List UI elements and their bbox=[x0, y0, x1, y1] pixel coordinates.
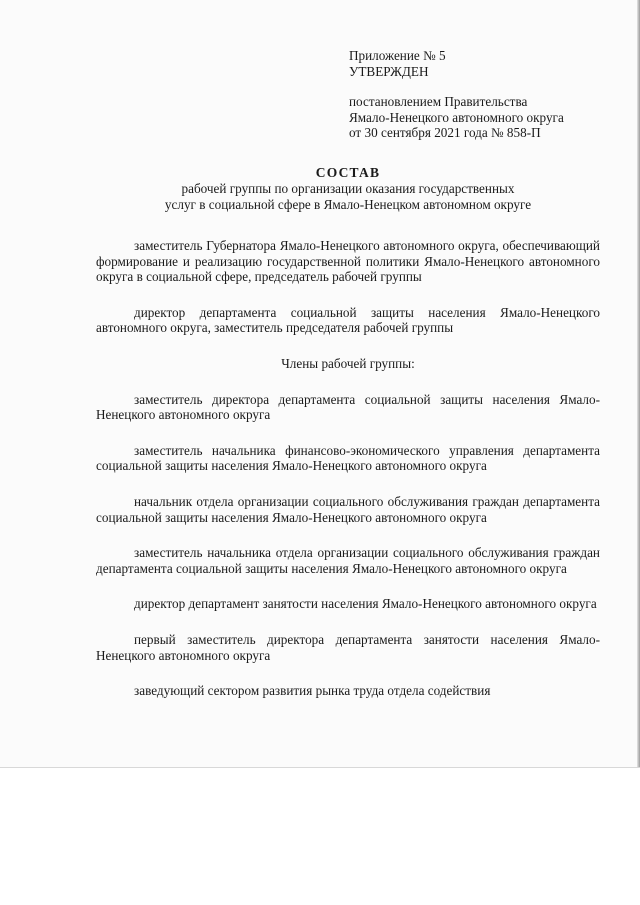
member-item: директор департамент занятости населения Ямало-Ненецкого автономного округа bbox=[134, 596, 597, 612]
leadership-item-deputy-chair: директор департамента социальной защиты населения Ямало-Ненецкого автономного округа, заместитель председателя рабочей группы bbox=[96, 304, 600, 336]
appendix-number: Приложение № 5 bbox=[349, 48, 446, 63]
member-item: начальник отдела организации социального обслуживания граждан департамента социальной защиты населения Ямало-Ненецкого автономного округа bbox=[96, 493, 600, 525]
member-item: заместитель директора департамента социальной защиты населения Ямало-Ненецкого автономного округа bbox=[96, 391, 600, 423]
decree-line-3: от 30 сентября 2021 года № 858-П bbox=[349, 125, 541, 140]
spacer bbox=[349, 79, 564, 94]
subtitle-line-1: рабочей группы по организации оказания государственных bbox=[181, 181, 515, 196]
member-item: заведующий сектором развития рынка труда отдела содействия bbox=[134, 683, 491, 699]
members-heading: Члены рабочей группы: bbox=[281, 355, 415, 371]
approved-label: УТВЕРЖДЕН bbox=[349, 63, 429, 79]
document-body bbox=[96, 238, 600, 699]
leadership-item-chair: заместитель Губернатора Ямало-Ненецкого автономного округа, обеспечивающий формирование и реализацию государственной политики Ямало-Ненецкого автономного округа в социальной сфере, председатель рабочей группы bbox=[96, 238, 600, 285]
decree-line-2: Ямало-Ненецкого автономного округа bbox=[349, 109, 564, 125]
member-item: заместитель начальника финансово-экономического управления департамента социальной защиты населения Ямало-Ненецкого автономного округа bbox=[96, 442, 600, 474]
member-item: заместитель начальника отдела организации социального обслуживания граждан департамента социальной защиты населения Ямало-Ненецкого автономного округа bbox=[96, 545, 600, 576]
member-item: первый заместитель директора департамента занятости населения Ямало-Ненецкого автономного округа bbox=[96, 631, 600, 663]
title-block bbox=[96, 164, 600, 212]
subtitle-line-2: услуг в социальной сфере в Ямало-Ненецком автономном округе bbox=[164, 196, 532, 212]
decree-line-1: постановлением Правительства bbox=[349, 94, 528, 109]
approval-block bbox=[349, 48, 564, 141]
document-title: СОСТАВ bbox=[315, 165, 381, 180]
